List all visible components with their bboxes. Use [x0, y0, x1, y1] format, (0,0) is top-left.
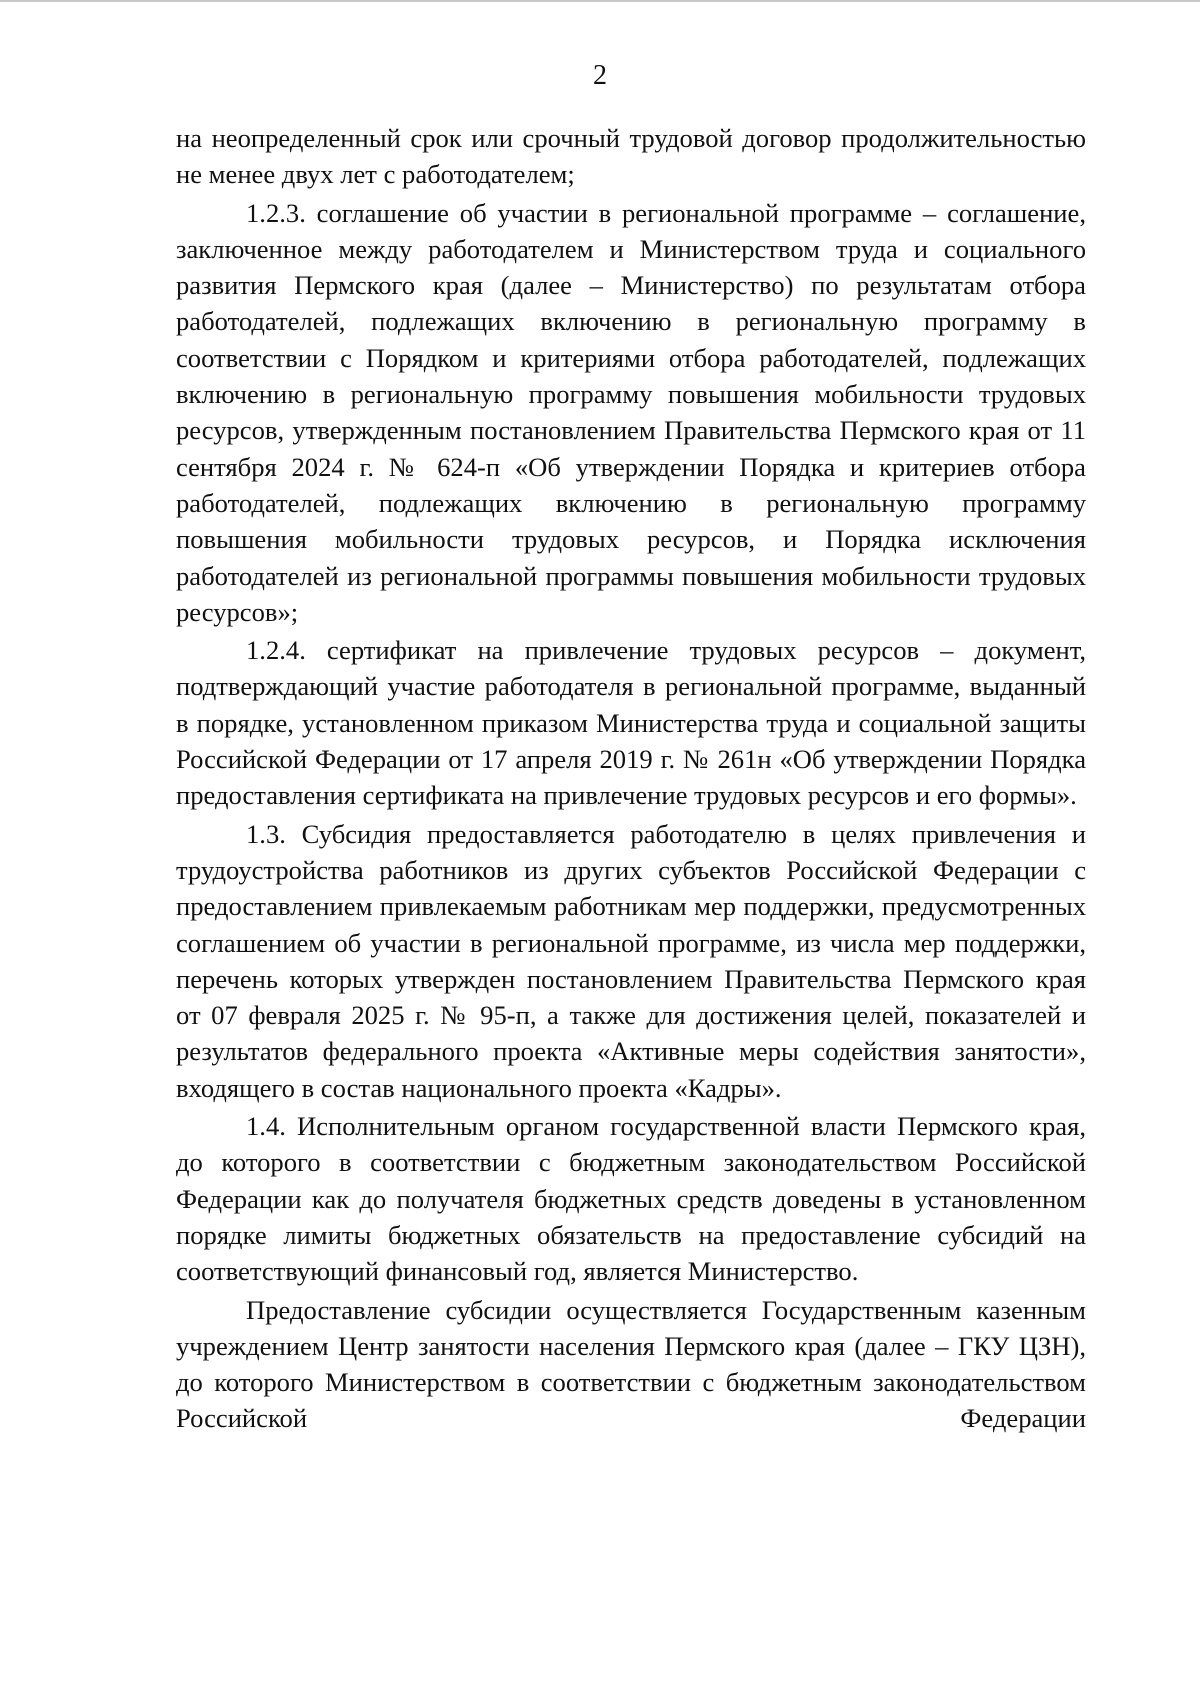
paragraph-1-3: 1.3. Субсидия предоставляется работодателю в целях привлечения и трудоустройства работников из других субъектов Российской Федерации с предоставлением привлекаемым работникам мер поддержки, предусмотренных соглашением об участии в региональной программе, из числа мер поддержки, перечень которых утвержден постановлением Правительства Пермского края от 07 февраля 2025 г. № 95-п, а также для достижения целей, показателей и результатов федерального проекта «Активные меры содействия занятости», входящего в состав национального проекта «Кадры».	[176, 818, 1086, 1103]
paragraph-continuation: на неопределенный срок или срочный трудовой договор продолжительностью не менее двух лет с работодателем;	[176, 123, 1086, 190]
paragraph-1-2-4: 1.2.4. сертификат на привлечение трудовых ресурсов – документ, подтверждающий участие работодателя в региональной программе, выданный в порядке, установленном приказом Министерства труда и социальной защиты Российской Федерации от 17 апреля 2019 г. № 261н «Об утверждении Порядка предоставления сертификата на привлечение трудовых ресурсов и его формы».	[176, 635, 1086, 811]
scan-top-edge	[0, 0, 1200, 2]
paragraph-1-2-3: 1.2.3. соглашение об участии в региональной программе – соглашение, заключенное между работодателем и Министерством труда и социального развития Пермского края (далее – Министерство) по результатам отбора работодателей, подлежащих включению в региональную программу в соответствии с Порядком и критериями отбора работодателей, подлежащих включению в региональную программу повышения мобильности трудовых ресурсов, утвержденным постановлением Правительства Пермского края от 11 сентября 2024 г. № 624-п «Об утверждении Порядка и критериев отбора работодателей, подлежащих включению в региональную программу повышения мобильности трудовых ресурсов, и Порядка исключения работодателей из региональной программы повышения мобильности трудовых ресурсов»;	[176, 197, 1086, 627]
paragraph-1-4: 1.4. Исполнительным органом государственной власти Пермского края, до которого в соответствии с бюджетным законодательством Российской Федерации как до получателя бюджетных средств доведены в установленном порядке лимиты бюджетных обязательств на предоставление субсидий на соответствующий финансовый год, является Министерство.	[176, 1111, 1086, 1287]
page-number: 2	[593, 60, 607, 91]
document-body	[176, 120, 1086, 1437]
paragraph-subsidy-provision: Предоставление субсидии осуществляется Государственным казенным учреждением Центр занятости населения Пермского края (далее – ГКУ ЦЗН), до которого Министерством в соответствии с бюджетным законодательством Российской Федерации	[176, 1294, 1086, 1434]
